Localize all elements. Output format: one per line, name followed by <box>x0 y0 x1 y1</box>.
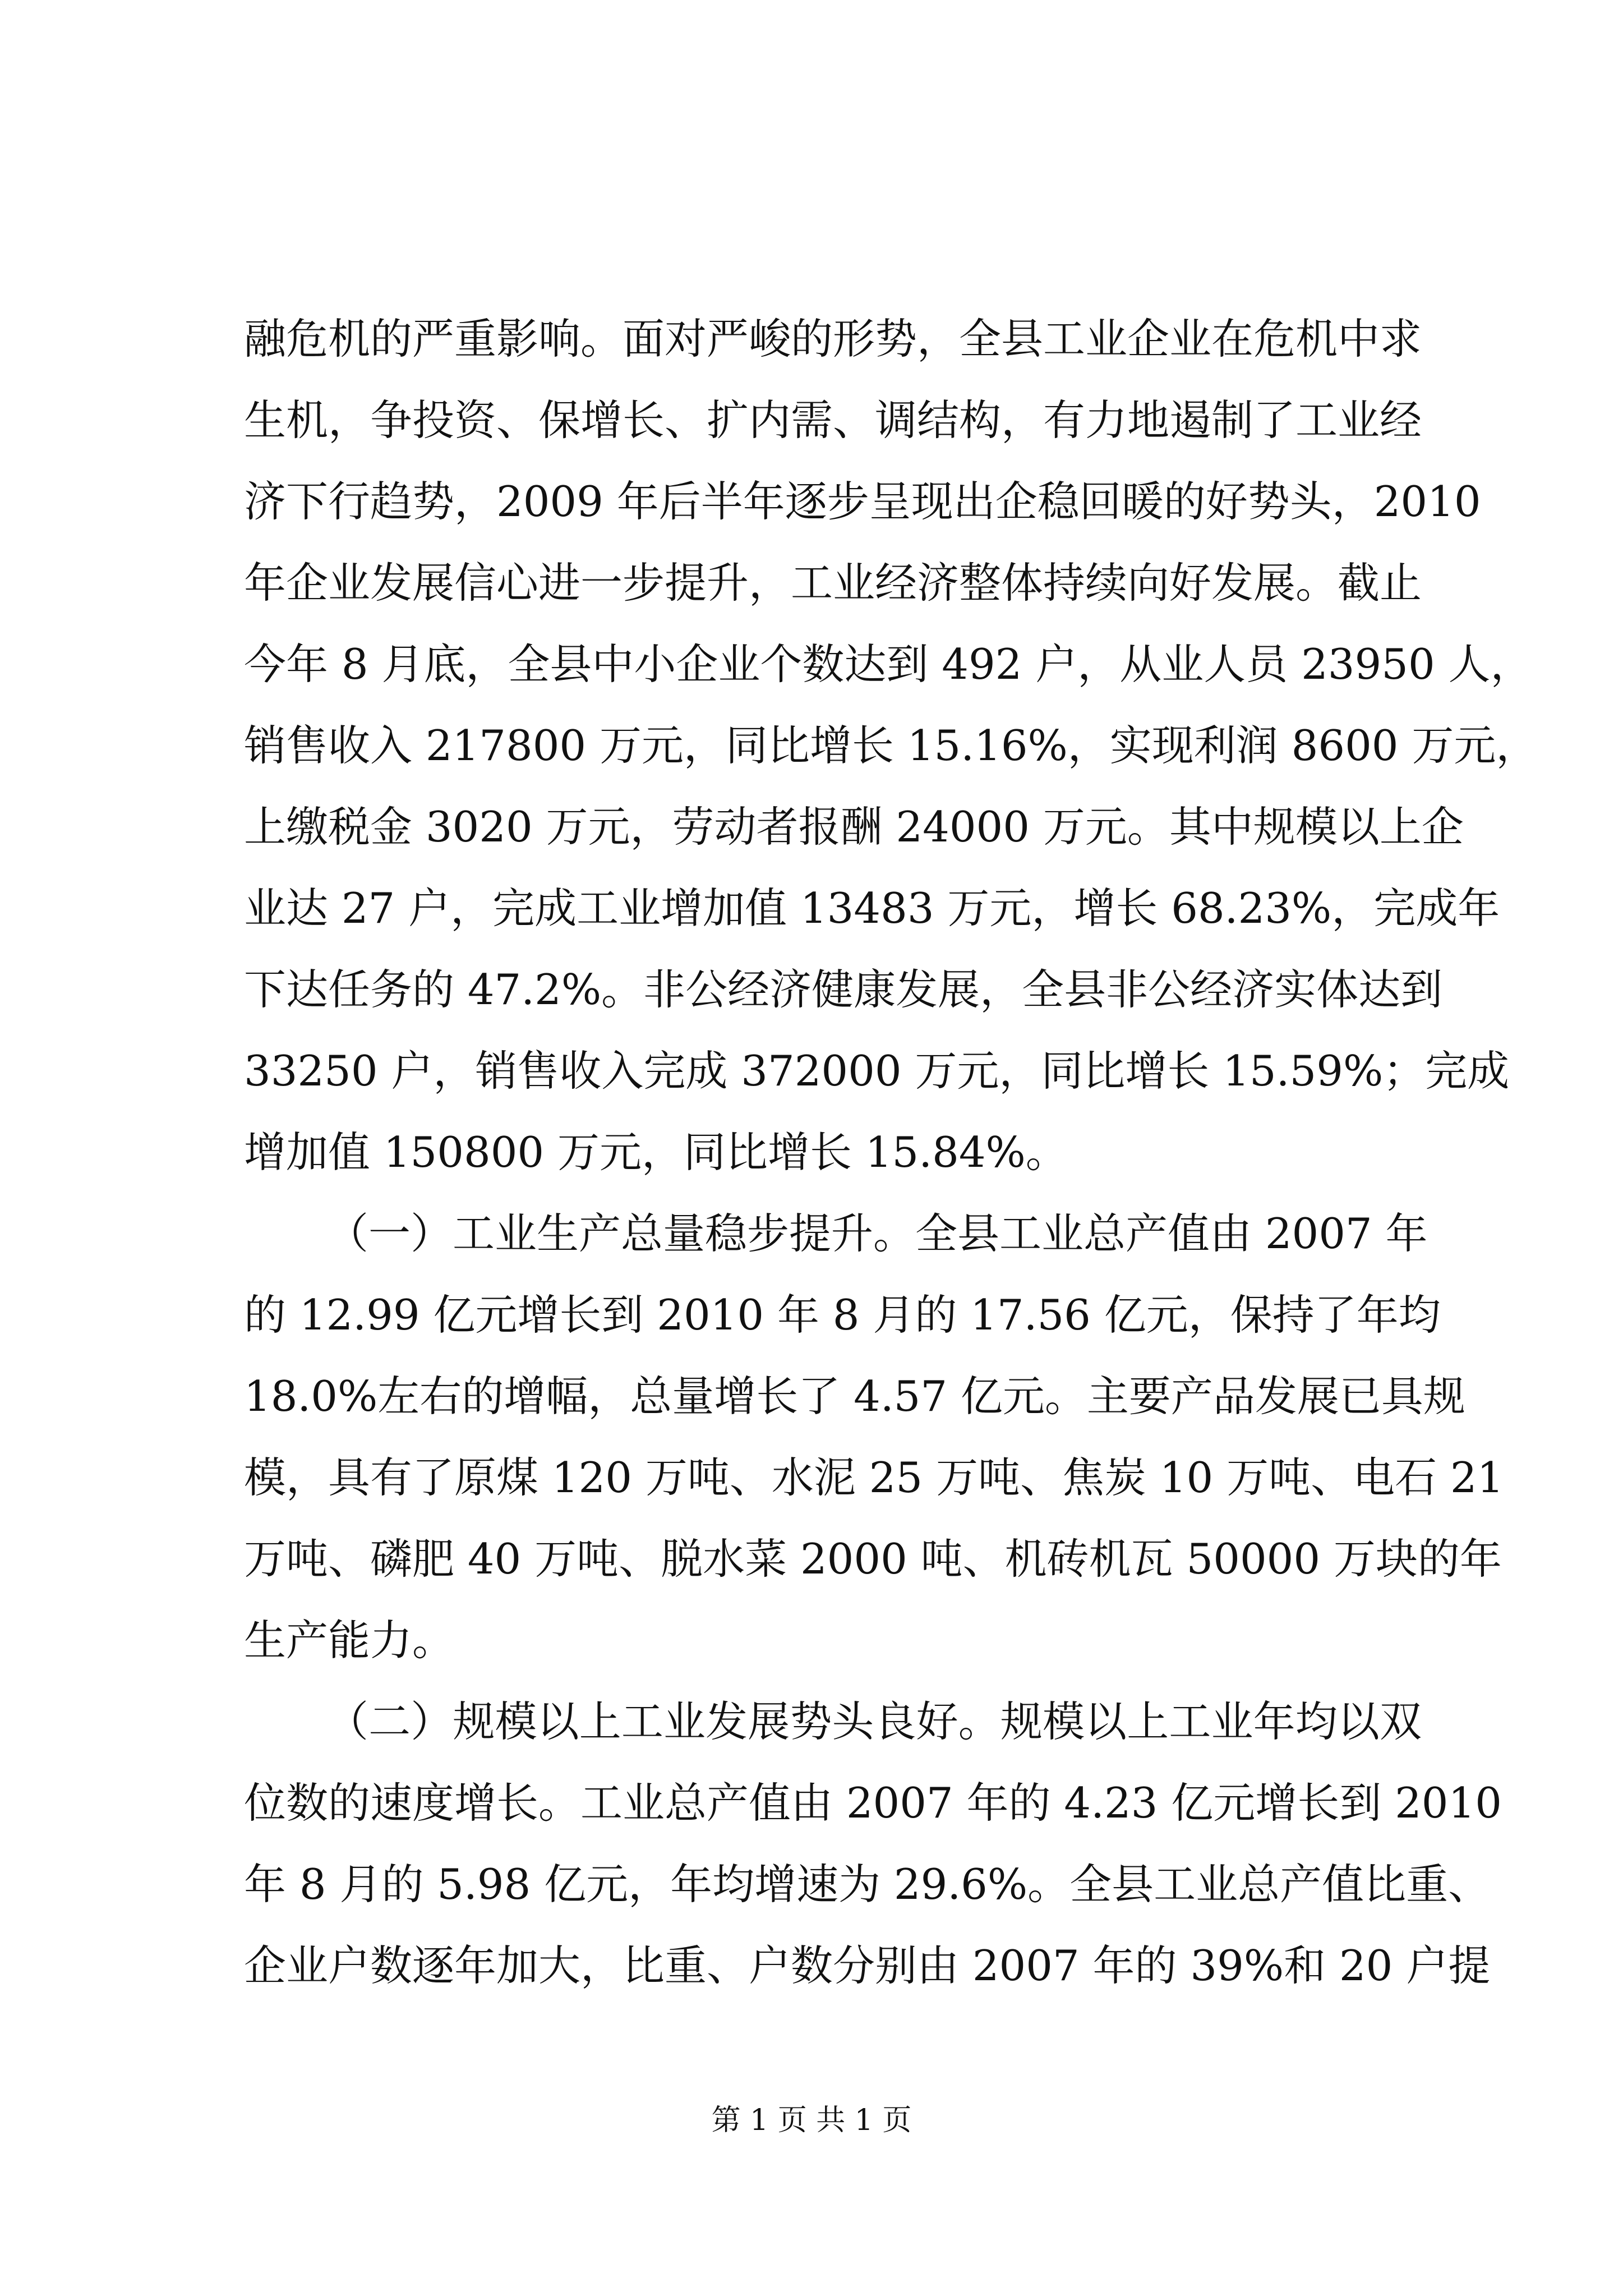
paragraph-3-line-1: （二）规模以上工业发展势头良好。规模以上工业年均以双 <box>326 1697 1422 1746</box>
paragraph-3-line-2: 位数的速度增长。工业总产值由 2007 年的 4.23 亿元增长到 2010 <box>244 1778 1502 1828</box>
paragraph-2-line-4: 模，具有了原煤 120 万吨、水泥 25 万吨、焦炭 10 万吨、电石 21 <box>244 1453 1504 1502</box>
paragraph-1-line-9: 下达任务的 47.2%。非公经济健康发展，全县非公经济实体达到 <box>244 965 1443 1014</box>
paragraph-2-line-2: 的 12.99 亿元增长到 2010 年 8 月的 17.56 亿元，保持了年均 <box>244 1290 1441 1340</box>
paragraph-2-line-1: （一）工业生产总量稳步提升。全县工业总产值由 2007 年 <box>326 1209 1428 1258</box>
page-number-footer: 第 1 页 共 1 页 <box>711 2104 912 2137</box>
paragraph-1-line-5: 今年 8 月底，全县中小企业个数达到 492 户，从业人员 23950 人， <box>244 639 1533 689</box>
paragraph-3-line-4: 企业户数逐年加大，比重、户数分别由 2007 年的 39%和 20 户提 <box>244 1941 1491 1990</box>
paragraph-1-line-4: 年企业发展信心进一步提升，工业经济整体持续向好发展。截止 <box>244 558 1422 608</box>
paragraph-1-line-1: 融危机的严重影响。面对严峻的形势，全县工业企业在危机中求 <box>244 314 1422 364</box>
paragraph-1-line-7: 上缴税金 3020 万元，劳动者报酬 24000 万元。其中规模以上企 <box>244 802 1464 852</box>
paragraph-1-line-8: 业达 27 户，完成工业增加值 13483 万元，增长 68.23%，完成年 <box>244 884 1500 933</box>
paragraph-1-line-3: 济下行趋势，2009 年后半年逐步呈现出企稳回暖的好势头，2010 <box>244 477 1481 526</box>
paragraph-2-line-6: 生产能力。 <box>244 1616 455 1665</box>
paragraph-1-line-10: 33250 户，销售收入完成 372000 万元，同比增长 15.59%；完成 <box>244 1046 1510 1096</box>
paragraph-2-line-5: 万吨、磷肥 40 万吨、脱水菜 2000 吨、机砖机瓦 50000 万块的年 <box>244 1534 1502 1584</box>
paragraph-3-line-3: 年 8 月的 5.98 亿元，年均增速为 29.6%。全县工业总产值比重、 <box>244 1860 1491 1909</box>
paragraph-1-line-6: 销售收入 217800 万元，同比增长 15.16%，实现利润 8600 万元， <box>244 721 1538 770</box>
paragraph-1-line-11: 增加值 150800 万元，同比增长 15.84%。 <box>244 1128 1068 1177</box>
paragraph-2-line-3: 18.0%左右的增幅，总量增长了 4.57 亿元。主要产品发展已具规 <box>244 1372 1465 1421</box>
paragraph-1-line-2: 生机，争投资、保增长、扩内需、调结构，有力地遏制了工业经 <box>244 395 1422 445</box>
